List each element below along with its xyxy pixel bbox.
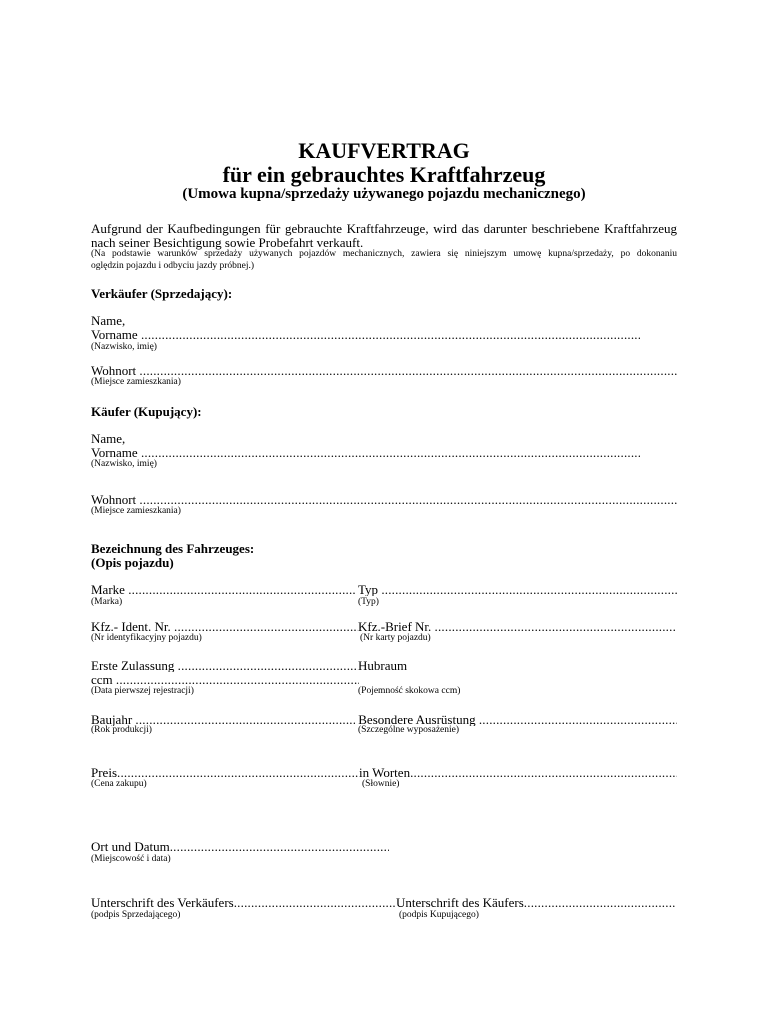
marke-hint: (Marka) xyxy=(91,597,123,607)
seller-signature-dotline xyxy=(234,896,396,909)
seller-signature-field[interactable] xyxy=(91,896,396,909)
seller-wohnort-field[interactable] xyxy=(91,364,677,377)
buyer-wohnort-dotline xyxy=(139,493,677,506)
buyer-name-field[interactable] xyxy=(91,446,640,459)
buyer-name-hint: (Nazwisko, imię) xyxy=(91,459,157,469)
erste-zulassung-dotline xyxy=(178,659,358,672)
in-worten-field[interactable] xyxy=(359,766,677,779)
buyer-name-dotline xyxy=(141,446,640,459)
vehicle-heading: Bezeichnung des Fahrzeuges: xyxy=(91,541,255,556)
seller-wohnort-hint: (Miejsce zamieszkania) xyxy=(91,377,181,387)
erste-zulassung-label: Erste Zulassung xyxy=(91,659,178,672)
buyer-wohnort-hint: (Miejsce zamieszkania) xyxy=(91,506,181,516)
besondere-ausruestung-dotline xyxy=(479,713,677,726)
buyer-vorname-label: Vorname xyxy=(91,446,141,459)
besondere-ausruestung-hint: (Szczególne wyposażenie) xyxy=(358,725,460,735)
typ-label: Typ xyxy=(355,583,382,596)
baujahr-hint: (Rok produkcji) xyxy=(91,725,152,735)
typ-field[interactable] xyxy=(355,583,677,596)
brief-nr-dotline xyxy=(435,620,675,633)
intro-polish-line1: (Na podstawie warunków sprzedaży używanych pojazdów mechanicznych, zawiera się niniejszym umowę kupna/sprzedaży, po dokonaniu xyxy=(91,249,677,259)
baujahr-dotline xyxy=(135,713,355,726)
seller-wohnort-dotline xyxy=(139,364,677,377)
ident-nr-field[interactable] xyxy=(91,620,358,633)
buyer-signature-field[interactable] xyxy=(396,896,675,909)
document-subtitle: für ein gebrauchtes Kraftfahrzeug xyxy=(222,162,546,187)
preis-hint: (Cena zakupu) xyxy=(91,779,147,789)
brief-nr-label: Kfz.-Brief Nr. xyxy=(358,620,435,633)
intro-text-line2: nach seiner Besichtigung sowie Probefahrt verkauft. xyxy=(91,235,364,250)
seller-name-field[interactable] xyxy=(91,328,640,341)
besondere-ausruestung-label: Besondere Ausrüstung xyxy=(355,713,479,726)
baujahr-label: Baujahr xyxy=(91,713,136,726)
document-title: KAUFVERTRAG xyxy=(298,138,470,163)
hubraum-ccm-field[interactable] xyxy=(91,673,359,686)
typ-dotline xyxy=(381,583,677,596)
in-worten-dotline xyxy=(410,766,677,779)
hubraum-hint: (Pojemność skokowa ccm) xyxy=(358,686,461,696)
marke-label: Marke xyxy=(91,583,129,596)
ort-datum-label: Ort und Datum xyxy=(91,840,170,853)
erste-zulassung-hint: (Data pierwszej rejestracji) xyxy=(91,686,194,696)
brief-nr-field[interactable] xyxy=(358,620,675,633)
buyer-wohnort-field[interactable] xyxy=(91,493,677,506)
ort-datum-field[interactable] xyxy=(91,840,389,853)
ort-datum-dotline xyxy=(170,840,389,853)
buyer-signature-dotline xyxy=(524,896,675,909)
hubraum-label: Hubraum xyxy=(358,658,408,673)
ident-nr-hint: (Nr identyfikacyjny pojazdu) xyxy=(91,633,202,643)
buyer-name-label: Name, xyxy=(91,431,126,446)
preis-dotline xyxy=(117,766,359,779)
ident-nr-label: Kfz.- Ident. Nr. xyxy=(91,620,175,633)
preis-field[interactable] xyxy=(91,766,359,779)
brief-nr-hint: (Nr karty pojazdu) xyxy=(360,633,431,643)
ort-datum-hint: (Miejscowość i data) xyxy=(91,854,171,864)
preis-label: Preis xyxy=(91,766,117,779)
marke-dotline xyxy=(128,583,355,596)
in-worten-hint: (Słownie) xyxy=(362,779,400,789)
in-worten-label: in Worten xyxy=(359,766,411,779)
seller-signature-label: Unterschrift des Verkäufers xyxy=(91,896,234,909)
buyer-heading: Käufer (Kupujący): xyxy=(91,404,202,419)
intro-text-line1: Aufgrund der Kaufbedingungen für gebrauchte Kraftfahrzeuge, wird das darunter beschriebene Kraftfahrzeug xyxy=(91,221,677,236)
intro-polish-line2: oględzin pojazdu i odbyciu jazdy próbnej.) xyxy=(91,261,255,271)
typ-hint: (Typ) xyxy=(358,597,379,607)
ccm-dotline xyxy=(116,673,359,686)
buyer-wohnort-label: Wohnort xyxy=(91,493,140,506)
document-subtitle-polish: (Umowa kupna/sprzedaży używanego pojazdu mechanicznego) xyxy=(182,186,586,202)
erste-zulassung-field[interactable] xyxy=(91,659,358,672)
buyer-signature-label: Unterschrift des Käufers xyxy=(396,896,524,909)
seller-name-hint: (Nazwisko, imię) xyxy=(91,342,157,352)
ident-nr-dotline xyxy=(174,620,358,633)
ccm-label: ccm xyxy=(91,673,116,686)
seller-heading: Verkäufer (Sprzedający): xyxy=(91,286,233,301)
seller-name-dotline xyxy=(141,328,640,341)
marke-field[interactable] xyxy=(91,583,355,596)
vehicle-heading-polish: (Opis pojazdu) xyxy=(91,555,174,570)
seller-name-label: Name, xyxy=(91,313,126,328)
seller-wohnort-label: Wohnort xyxy=(91,364,140,377)
seller-vorname-label: Vorname xyxy=(91,328,141,341)
seller-signature-hint: (podpis Sprzedającego) xyxy=(91,910,181,920)
buyer-signature-hint: (podpis Kupującego) xyxy=(399,910,479,920)
